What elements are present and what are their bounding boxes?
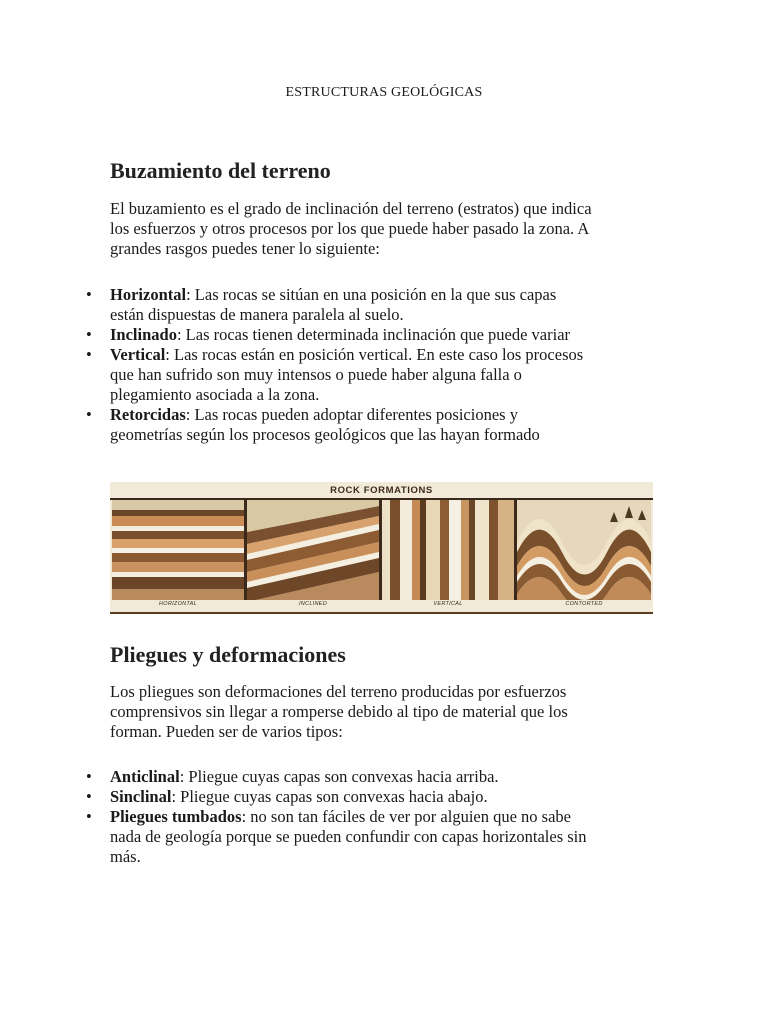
- intro-paragraph-pliegues: [110, 682, 670, 742]
- term-vertical: Vertical: [110, 345, 166, 364]
- item-text: : Las rocas están en posición vertical. En este caso los procesos: [165, 345, 584, 364]
- item-text: : Pliegue cuyas capas son convexas hacia arriba.: [179, 767, 499, 786]
- section-heading-buzamiento: Buzamiento del terreno: [110, 158, 331, 183]
- term-inclinado: Inclinado: [110, 325, 177, 344]
- list-item-inclinado: [110, 325, 670, 345]
- page-title: ESTRUCTURAS GEOLÓGICAS: [285, 85, 483, 100]
- item-text: : no son tan fáciles de ver por alguien que no sabe: [241, 807, 571, 826]
- figure-title: ROCK FORMATIONS: [330, 485, 433, 496]
- item-text: que han sufrido son muy intensos o puede haber alguna falla o: [110, 365, 522, 384]
- item-text: : Las rocas tienen determinada inclinación que puede variar: [176, 325, 571, 344]
- section-heading-pliegues: Pliegues y deformaciones: [110, 642, 346, 667]
- contorted-strata-panel: [517, 500, 651, 611]
- item-text: : Las rocas se sitúan en una posición en la que sus capas: [186, 285, 557, 304]
- term-sinclinal: Sinclinal: [110, 787, 172, 806]
- item-text: más.: [110, 847, 141, 866]
- paragraph-line: los esfuerzos y otros procesos por los que puede haber pasado la zona. A: [110, 219, 590, 238]
- paragraph-line: comprensivos sin llegar a romperse debido al tipo de material que los: [110, 702, 568, 721]
- item-text: : Pliegue cuyas capas son convexas hacia abajo.: [171, 787, 488, 806]
- list-item-anticlinal: [110, 767, 670, 787]
- paragraph-line: grandes rasgos puedes tener lo siguiente:: [110, 239, 380, 258]
- vertical-strata-panel: [382, 500, 514, 600]
- list-item-pliegues-tumbados: [110, 807, 670, 867]
- list-item-retorcidas: [110, 405, 670, 445]
- panel-label-vertical: VERTICAL: [433, 601, 463, 607]
- list-item-horizontal: [110, 285, 670, 325]
- item-text: plegamiento asociada a la zona.: [110, 385, 320, 404]
- paragraph-line: Los pliegues son deformaciones del terreno producidas por esfuerzos: [110, 682, 567, 701]
- list-item-sinclinal: [110, 787, 670, 807]
- term-retorcidas: Retorcidas: [110, 405, 186, 424]
- list-item-vertical: [110, 345, 670, 405]
- paragraph-line: El buzamiento es el grado de inclinación del terreno (estratos) que indica: [110, 199, 592, 218]
- intro-paragraph-buzamiento: [110, 199, 670, 259]
- rock-formations-illustration: [110, 482, 653, 612]
- panel-label-inclined: INCLINED: [298, 601, 328, 607]
- panel-label-contorted: CONTORTED: [565, 601, 603, 607]
- term-anticlinal: Anticlinal: [110, 767, 180, 786]
- horizontal-strata-panel: [112, 500, 244, 600]
- paragraph-line: forman. Pueden ser de varios tipos:: [110, 722, 343, 741]
- term-horizontal: Horizontal: [110, 285, 187, 304]
- item-text: están dispuestas de manera paralela al suelo.: [110, 305, 404, 324]
- rock-formations-figure: [110, 482, 653, 614]
- item-text: : Las rocas pueden adoptar diferentes posiciones y: [185, 405, 518, 424]
- item-text: nada de geología porque se pueden confundir con capas horizontales sin: [110, 827, 587, 846]
- term-pliegues-tumbados: Pliegues tumbados: [110, 807, 242, 826]
- fold-types-list: [110, 767, 670, 867]
- panel-label-horizontal: HORIZONTAL: [158, 601, 198, 607]
- inclined-strata-panel: [247, 500, 379, 612]
- dip-types-list: [110, 285, 670, 445]
- item-text: geometrías según los procesos geológicos que las hayan formado: [110, 425, 540, 444]
